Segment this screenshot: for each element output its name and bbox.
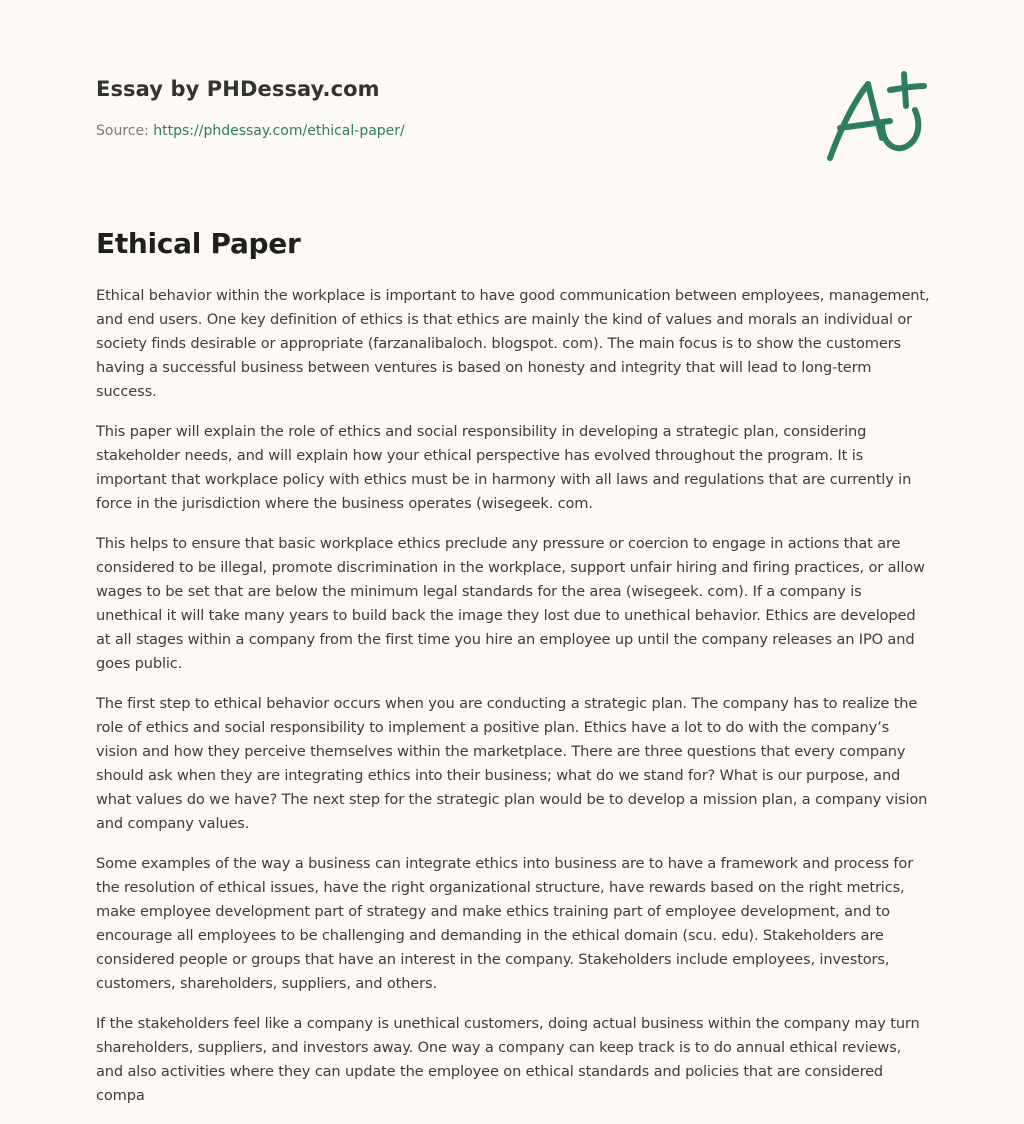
- essay-paragraph-1: Ethical behavior within the workplace is important to have good communication between employees, management, and end users. One key definition of ethics is that ethics are mainly the kind of values and morals an individual or society finds desirable or appropriate (farzanalibaloch. blogspot. com). The main focus is to show the customers having a successful business between ventures is based on honesty and integrity that will lead to long-term success.: [96, 287, 930, 400]
- source-line: [96, 121, 928, 141]
- page-title: Ethical Paper: [96, 227, 301, 260]
- essay-paragraph-4: The first step to ethical behavior occurs when you are conducting a strategic plan. The company has to realize the role of ethics and social responsibility to implement a positive plan. Ethics have a lot to do with the company’s vision and how they perceive themselves within the marketplace. There are three questions that every company should ask when they are integrating ethics into their business; what do we stand for? What is our purpose, and what values do we have? The next step for the strategic plan would be to develop a mission plan, a company vision and company values.: [96, 695, 928, 832]
- essay-paragraph-3: This helps to ensure that basic workplace ethics preclude any pressure or coercion to engage in actions that are considered to be illegal, promote discrimination in the workplace, support unfair hiring and firing practices, or allow wages to be set that are below the minimum legal standards for the area (wisegeek. com). If a company is unethical it will take many years to build back the image they lost due to unethical behavior. Ethics are developed at all stages within a company from the first time you hire an employee up until the company releases an IPO and goes public.: [96, 535, 925, 672]
- a-plus-grade-icon: [820, 66, 930, 166]
- essay-paragraph-6: If the stakeholders feel like a company is unethical customers, doing actual business within the company may turn shareholders, suppliers, and investors away. One way a company can keep track is to do annual ethical reviews, and also activities where they can update the employee on ethical standards and policies that are considered compa: [96, 1015, 920, 1104]
- site-header: [96, 74, 928, 141]
- essay-body: [96, 284, 932, 1124]
- essay-paragraph-5: Some examples of the way a business can integrate ethics into business are to have a framework and process for the resolution of ethical issues, have the right organizational structure, have rewards based on the right metrics, make employee development part of strategy and make ethics training part of employee development, and to encourage all employees to be challenging and demanding in the ethical domain (scu. edu). Stakeholders are considered people or groups that have an interest in the company. Stakeholders include employees, investors, customers, shareholders, suppliers, and others.: [96, 855, 914, 992]
- brand-title: Essay by PHDessay.com: [96, 77, 380, 101]
- source-link[interactable]: https://phdessay.com/ethical-paper/: [153, 123, 405, 139]
- source-label: Source:: [96, 123, 154, 139]
- essay-paragraph-2: This paper will explain the role of ethics and social responsibility in developing a strategic plan, considering stakeholder needs, and will explain how your ethical perspective has evolved throughout the program. It is important that workplace policy with ethics must be in harmony with all laws and regulations that are currently in force in the jurisdiction where the business operates (wisegeek. com.: [96, 423, 912, 512]
